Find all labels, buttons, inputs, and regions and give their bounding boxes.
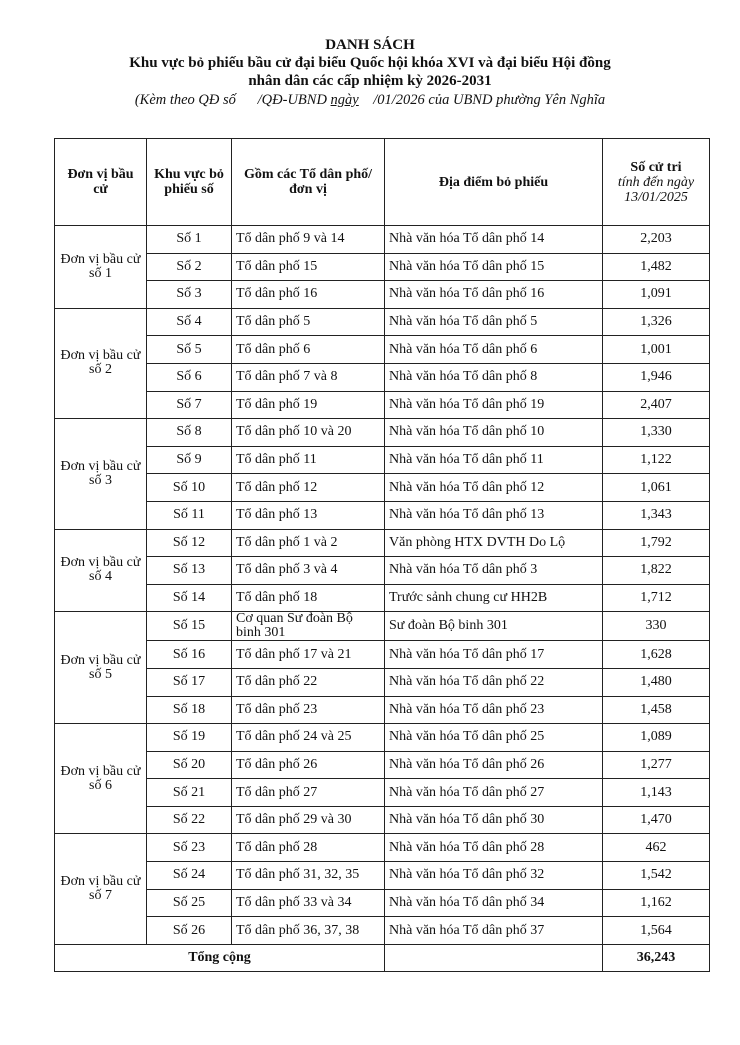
cell-place: Sư đoàn Bộ binh 301	[385, 612, 603, 641]
table-row	[55, 612, 710, 641]
cell-voters: 1,458	[603, 696, 710, 724]
cell-group: Tổ dân phố 12	[232, 474, 385, 502]
table-row	[55, 779, 710, 807]
table-row	[55, 446, 710, 474]
cell-area: Số 11	[147, 501, 232, 529]
cell-voters: 1,564	[603, 917, 710, 945]
cell-place: Nhà văn hóa Tổ dân phố 11	[385, 446, 603, 474]
cell-voters: 1,822	[603, 557, 710, 585]
cell-place: Nhà văn hóa Tổ dân phố 34	[385, 889, 603, 917]
cell-place: Nhà văn hóa Tổ dân phố 22	[385, 668, 603, 696]
table-row	[55, 724, 710, 752]
cell-group: Tổ dân phố 36, 37, 38	[232, 917, 385, 945]
cell-group: Tổ dân phố 6	[232, 336, 385, 364]
subtitle-part-c: /01/2026 của UBND phường Yên Nghĩa	[358, 92, 606, 108]
cell-place: Văn phòng HTX DVTH Do Lộ	[385, 529, 603, 557]
cell-group: Tổ dân phố 23	[232, 696, 385, 724]
cell-voters: 462	[603, 834, 710, 862]
cell-place: Nhà văn hóa Tổ dân phố 6	[385, 336, 603, 364]
table-row	[55, 336, 710, 364]
cell-voters: 1,277	[603, 751, 710, 779]
cell-group: Tổ dân phố 5	[232, 308, 385, 336]
cell-unit-name: Đơn vị bầu cử số 6	[55, 724, 147, 834]
cell-area: Số 19	[147, 724, 232, 752]
cell-group: Tổ dân phố 27	[232, 779, 385, 807]
table-row	[55, 363, 710, 391]
cell-group: Tổ dân phố 11	[232, 446, 385, 474]
cell-place: Nhà văn hóa Tổ dân phố 16	[385, 281, 603, 309]
cell-group: Tổ dân phố 9 và 14	[232, 226, 385, 254]
subtitle-part-b: ngày	[330, 92, 359, 108]
cell-voters: 1,946	[603, 363, 710, 391]
cell-area: Số 9	[147, 446, 232, 474]
cell-voters: 1,470	[603, 806, 710, 834]
document-title: DANH SÁCH	[325, 37, 415, 53]
header-area: Khu vực bỏ phiếu số	[147, 139, 232, 226]
cell-area: Số 13	[147, 557, 232, 585]
cell-voters: 1,628	[603, 641, 710, 669]
table-row	[55, 889, 710, 917]
table-body	[55, 226, 710, 972]
cell-area: Số 25	[147, 889, 232, 917]
table-row	[55, 281, 710, 309]
cell-area: Số 4	[147, 308, 232, 336]
cell-voters: 1,089	[603, 724, 710, 752]
cell-voters: 1,480	[603, 668, 710, 696]
cell-unit-name: Đơn vị bầu cử số 4	[55, 529, 147, 612]
cell-place: Nhà văn hóa Tổ dân phố 37	[385, 917, 603, 945]
cell-area: Số 26	[147, 917, 232, 945]
cell-place: Nhà văn hóa Tổ dân phố 30	[385, 806, 603, 834]
cell-voters: 1,542	[603, 862, 710, 890]
cell-group: Tổ dân phố 7 và 8	[232, 363, 385, 391]
cell-place: Nhà văn hóa Tổ dân phố 5	[385, 308, 603, 336]
cell-place: Nhà văn hóa Tổ dân phố 17	[385, 641, 603, 669]
cell-place: Nhà văn hóa Tổ dân phố 14	[385, 226, 603, 254]
header-voters	[603, 139, 710, 226]
cell-area: Số 22	[147, 806, 232, 834]
total-empty-cell	[385, 944, 603, 972]
table-row	[55, 501, 710, 529]
cell-area: Số 3	[147, 281, 232, 309]
table-header-row	[55, 139, 710, 226]
cell-group: Tổ dân phố 1 và 2	[232, 529, 385, 557]
cell-area: Số 24	[147, 862, 232, 890]
cell-group: Tổ dân phố 15	[232, 253, 385, 281]
cell-unit-name: Đơn vị bầu cử số 5	[55, 612, 147, 724]
table-row	[55, 584, 710, 612]
subtitle-part-a: (Kèm theo QĐ số /QĐ-UBND	[134, 92, 331, 108]
cell-voters: 1,001	[603, 336, 710, 364]
document-header	[0, 36, 740, 110]
document-subtitle	[0, 90, 740, 110]
cell-area: Số 16	[147, 641, 232, 669]
cell-voters: 1,712	[603, 584, 710, 612]
header-voters-label: Số cử tri	[630, 159, 682, 175]
cell-group: Cơ quan Sư đoàn Bộ binh 301	[232, 612, 385, 641]
table-row	[55, 696, 710, 724]
cell-group: Tổ dân phố 26	[232, 751, 385, 779]
cell-unit-name: Đơn vị bầu cử số 2	[55, 308, 147, 418]
cell-area: Số 12	[147, 529, 232, 557]
cell-area: Số 10	[147, 474, 232, 502]
table-row	[55, 917, 710, 945]
cell-voters: 2,203	[603, 226, 710, 254]
cell-voters: 1,061	[603, 474, 710, 502]
cell-voters: 2,407	[603, 391, 710, 419]
cell-area: Số 20	[147, 751, 232, 779]
table-row	[55, 834, 710, 862]
cell-place: Nhà văn hóa Tổ dân phố 26	[385, 751, 603, 779]
polling-areas-table	[54, 138, 710, 972]
cell-group: Tổ dân phố 29 và 30	[232, 806, 385, 834]
table-row	[55, 226, 710, 254]
header-group: Gồm các Tổ dân phố/ đơn vị	[232, 139, 385, 226]
table-row	[55, 474, 710, 502]
cell-group: Tổ dân phố 31, 32, 35	[232, 862, 385, 890]
table-row	[55, 751, 710, 779]
cell-place: Nhà văn hóa Tổ dân phố 27	[385, 779, 603, 807]
cell-voters: 1,143	[603, 779, 710, 807]
cell-place: Nhà văn hóa Tổ dân phố 15	[385, 253, 603, 281]
cell-voters: 1,326	[603, 308, 710, 336]
cell-voters: 1,091	[603, 281, 710, 309]
table-row	[55, 308, 710, 336]
document-heading-line1: Khu vực bỏ phiếu bầu cử đại biểu Quốc hội khóa XVI và đại biểu Hội đồng	[129, 55, 611, 71]
cell-voters: 1,482	[603, 253, 710, 281]
table-row	[55, 862, 710, 890]
cell-voters: 1,162	[603, 889, 710, 917]
table-row	[55, 668, 710, 696]
total-row	[55, 944, 710, 972]
cell-voters: 1,122	[603, 446, 710, 474]
cell-group: Tổ dân phố 17 và 21	[232, 641, 385, 669]
cell-place: Nhà văn hóa Tổ dân phố 13	[385, 501, 603, 529]
cell-area: Số 17	[147, 668, 232, 696]
cell-area: Số 18	[147, 696, 232, 724]
cell-group: Tổ dân phố 18	[232, 584, 385, 612]
cell-group: Tổ dân phố 28	[232, 834, 385, 862]
cell-area: Số 8	[147, 419, 232, 447]
cell-area: Số 5	[147, 336, 232, 364]
cell-group: Tổ dân phố 33 và 34	[232, 889, 385, 917]
total-value: 36,243	[603, 944, 710, 972]
cell-voters: 1,792	[603, 529, 710, 557]
cell-area: Số 6	[147, 363, 232, 391]
cell-place: Nhà văn hóa Tổ dân phố 3	[385, 557, 603, 585]
cell-voters: 1,330	[603, 419, 710, 447]
cell-place: Nhà văn hóa Tổ dân phố 25	[385, 724, 603, 752]
header-unit: Đơn vị bầu cử	[55, 139, 147, 226]
cell-place: Nhà văn hóa Tổ dân phố 28	[385, 834, 603, 862]
cell-place: Nhà văn hóa Tổ dân phố 12	[385, 474, 603, 502]
cell-unit-name: Đơn vị bầu cử số 1	[55, 226, 147, 309]
document-heading-line2: nhân dân các cấp nhiệm kỳ 2026-2031	[248, 73, 492, 89]
table-row	[55, 253, 710, 281]
cell-area: Số 14	[147, 584, 232, 612]
cell-area: Số 15	[147, 612, 232, 641]
cell-place: Nhà văn hóa Tổ dân phố 32	[385, 862, 603, 890]
cell-place: Nhà văn hóa Tổ dân phố 10	[385, 419, 603, 447]
cell-group: Tổ dân phố 13	[232, 501, 385, 529]
cell-place: Nhà văn hóa Tổ dân phố 8	[385, 363, 603, 391]
table-row	[55, 529, 710, 557]
cell-place: Nhà văn hóa Tổ dân phố 19	[385, 391, 603, 419]
cell-group: Tổ dân phố 19	[232, 391, 385, 419]
cell-group: Tổ dân phố 16	[232, 281, 385, 309]
table-row	[55, 419, 710, 447]
cell-group: Tổ dân phố 24 và 25	[232, 724, 385, 752]
table-row	[55, 806, 710, 834]
cell-area: Số 2	[147, 253, 232, 281]
table-row	[55, 391, 710, 419]
table-row	[55, 641, 710, 669]
cell-group: Tổ dân phố 22	[232, 668, 385, 696]
cell-voters: 330	[603, 612, 710, 641]
cell-group: Tổ dân phố 3 và 4	[232, 557, 385, 585]
cell-unit-name: Đơn vị bầu cử số 3	[55, 419, 147, 529]
cell-unit-name: Đơn vị bầu cử số 7	[55, 834, 147, 944]
cell-group: Tổ dân phố 10 và 20	[232, 419, 385, 447]
total-label: Tổng cộng	[55, 944, 385, 972]
cell-area: Số 23	[147, 834, 232, 862]
cell-area: Số 21	[147, 779, 232, 807]
cell-area: Số 1	[147, 226, 232, 254]
cell-place: Nhà văn hóa Tổ dân phố 23	[385, 696, 603, 724]
cell-place: Trước sảnh chung cư HH2B	[385, 584, 603, 612]
table-row	[55, 557, 710, 585]
cell-voters: 1,343	[603, 501, 710, 529]
header-voters-date: tính đến ngày 13/01/2025	[617, 174, 695, 205]
cell-area: Số 7	[147, 391, 232, 419]
header-place: Địa điểm bỏ phiếu	[385, 139, 603, 226]
